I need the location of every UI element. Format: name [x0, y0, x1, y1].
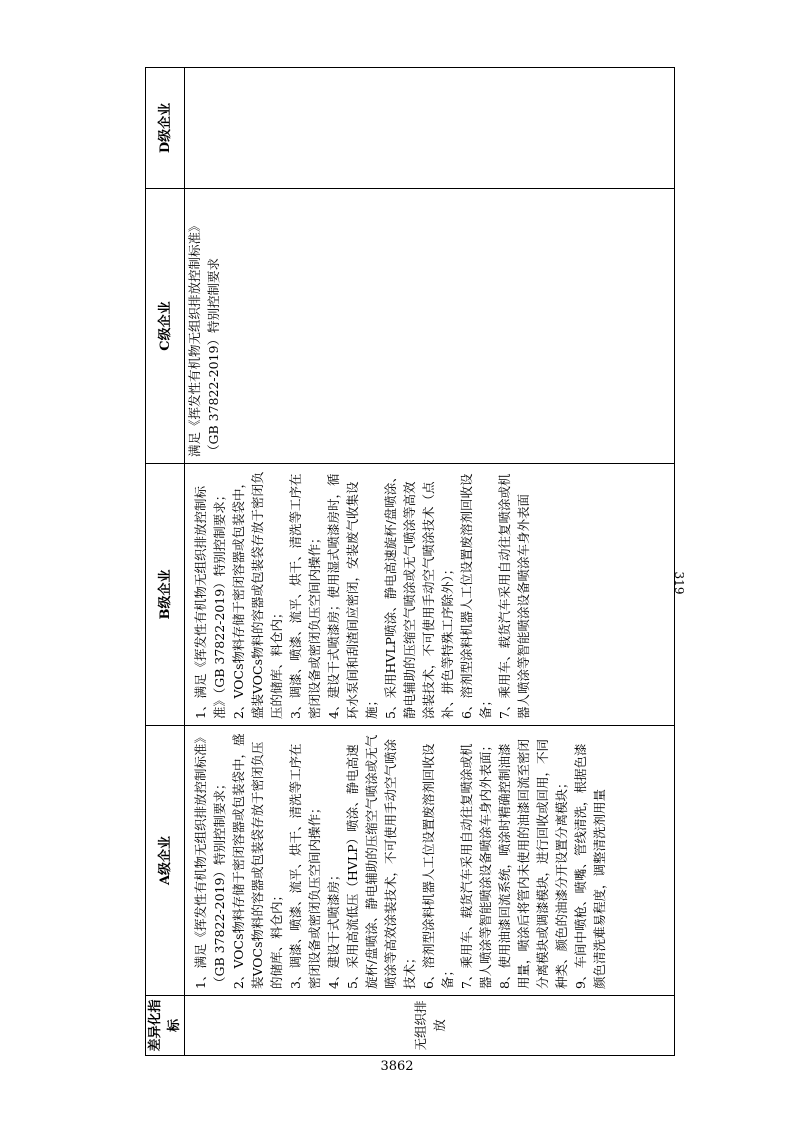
rotated-page-number: 319: [672, 571, 686, 595]
a-item: 8、使用油漆回流系统，喷涂时精确控制油漆用量，喷涂后将管内未使用的油漆回流至密闭分离模块或调漆模块，进行回收或回用，不同种类、颜色的油漆分开设置分离模块；: [497, 738, 569, 989]
a-item: 5、采用高流低压（HVLP）喷涂、静电高速旋杯/盘喷涂、静电辅助的压缩空气喷涂或无气喷涂等高效涂装技术，不可使用手动空气喷涂技术；: [345, 734, 417, 989]
grade-d-cell: [185, 68, 675, 189]
a-item: 1、满足《挥发性有机物无组织排放控制标准》（GB 37822-2019）特别控制要求；: [193, 737, 227, 989]
grade-a-cell: [185, 726, 675, 996]
grade-b-cell: [185, 464, 675, 726]
header-grade-d: D级企业: [146, 68, 185, 189]
c-text: 满足《挥发性有机物无组织排放控制标准》（GB 37822-2019）特别控制要求: [187, 219, 221, 457]
row-fugitive-emission: [185, 68, 675, 1056]
b-item: 4、建设干式喷漆房；使用湿式喷漆房时，循环水泵间和刮渣间应密闭，安装废气收集设施；: [326, 473, 379, 719]
b-item: 3、调漆、喷漆、流平、烘干、清洗等工序在密闭设备或密闭负压空间内操作；: [288, 473, 322, 719]
a-item: 9、车间中喷枪、喷嘴、管线清洗，根据色漆颜色清洗难易程度，调整清洗剂用量: [573, 743, 607, 989]
indicator-cell: 无组织排放: [185, 996, 675, 1056]
a-item: 2、VOCs物料存储于密闭容器或包装袋中，盛装VOCs物料的容器或包装袋存放于密闭负压的储库、料仓内；: [231, 733, 284, 989]
header-indicator: 差异化指标: [146, 996, 185, 1056]
grade-c-cell: [185, 189, 675, 464]
b-item: 1、满足《挥发性有机物无组织排放控制标准》（GB 37822-2019）特别控制要求；: [193, 486, 227, 719]
header-grade-c: C级企业: [146, 189, 185, 464]
differentiation-table: [145, 67, 675, 1056]
a-item: 6、溶剂型涂料机器人工位设置废溶剂回收设备；: [421, 743, 455, 989]
a-item: 7、乘用车、载货汽车采用自动往复喷涂或机器人喷涂等智能喷涂设备喷涂车身内外表面；: [459, 738, 493, 989]
a-item: 3、调漆、喷漆、流平、烘干、清洗等工序在密闭设备或密闭负压空间内操作；: [288, 743, 322, 989]
rotated-table-container: [145, 68, 675, 1056]
header-row: [146, 68, 185, 1056]
b-item: 5、采用HVLP喷涂、静电高速旋杯/盘喷涂、静电辅助的压缩空气喷涂或无气喷涂等高效涂装技术，不可使用手动空气喷涂技术（点补、拼色等特殊工序除外）；: [383, 470, 455, 719]
b-item: 7、乘用车、载货汽车采用自动往复喷涂或机器人喷涂等智能喷涂设备喷涂车身外表面: [497, 473, 531, 719]
a-item: 4、建设干式喷漆房；: [326, 868, 341, 989]
b-item: 6、溶剂型涂料机器人工位设置废溶剂回收设备；: [459, 473, 493, 719]
header-grade-a: A级企业: [146, 726, 185, 996]
header-grade-b: B级企业: [146, 464, 185, 726]
b-item: 2、VOCs物料存储于密闭容器或包装袋中，盛装VOCs物料的容器或包装袋存放于密闭负压的储库、料仓内；: [231, 471, 284, 719]
page-number: 3862: [380, 1059, 414, 1074]
